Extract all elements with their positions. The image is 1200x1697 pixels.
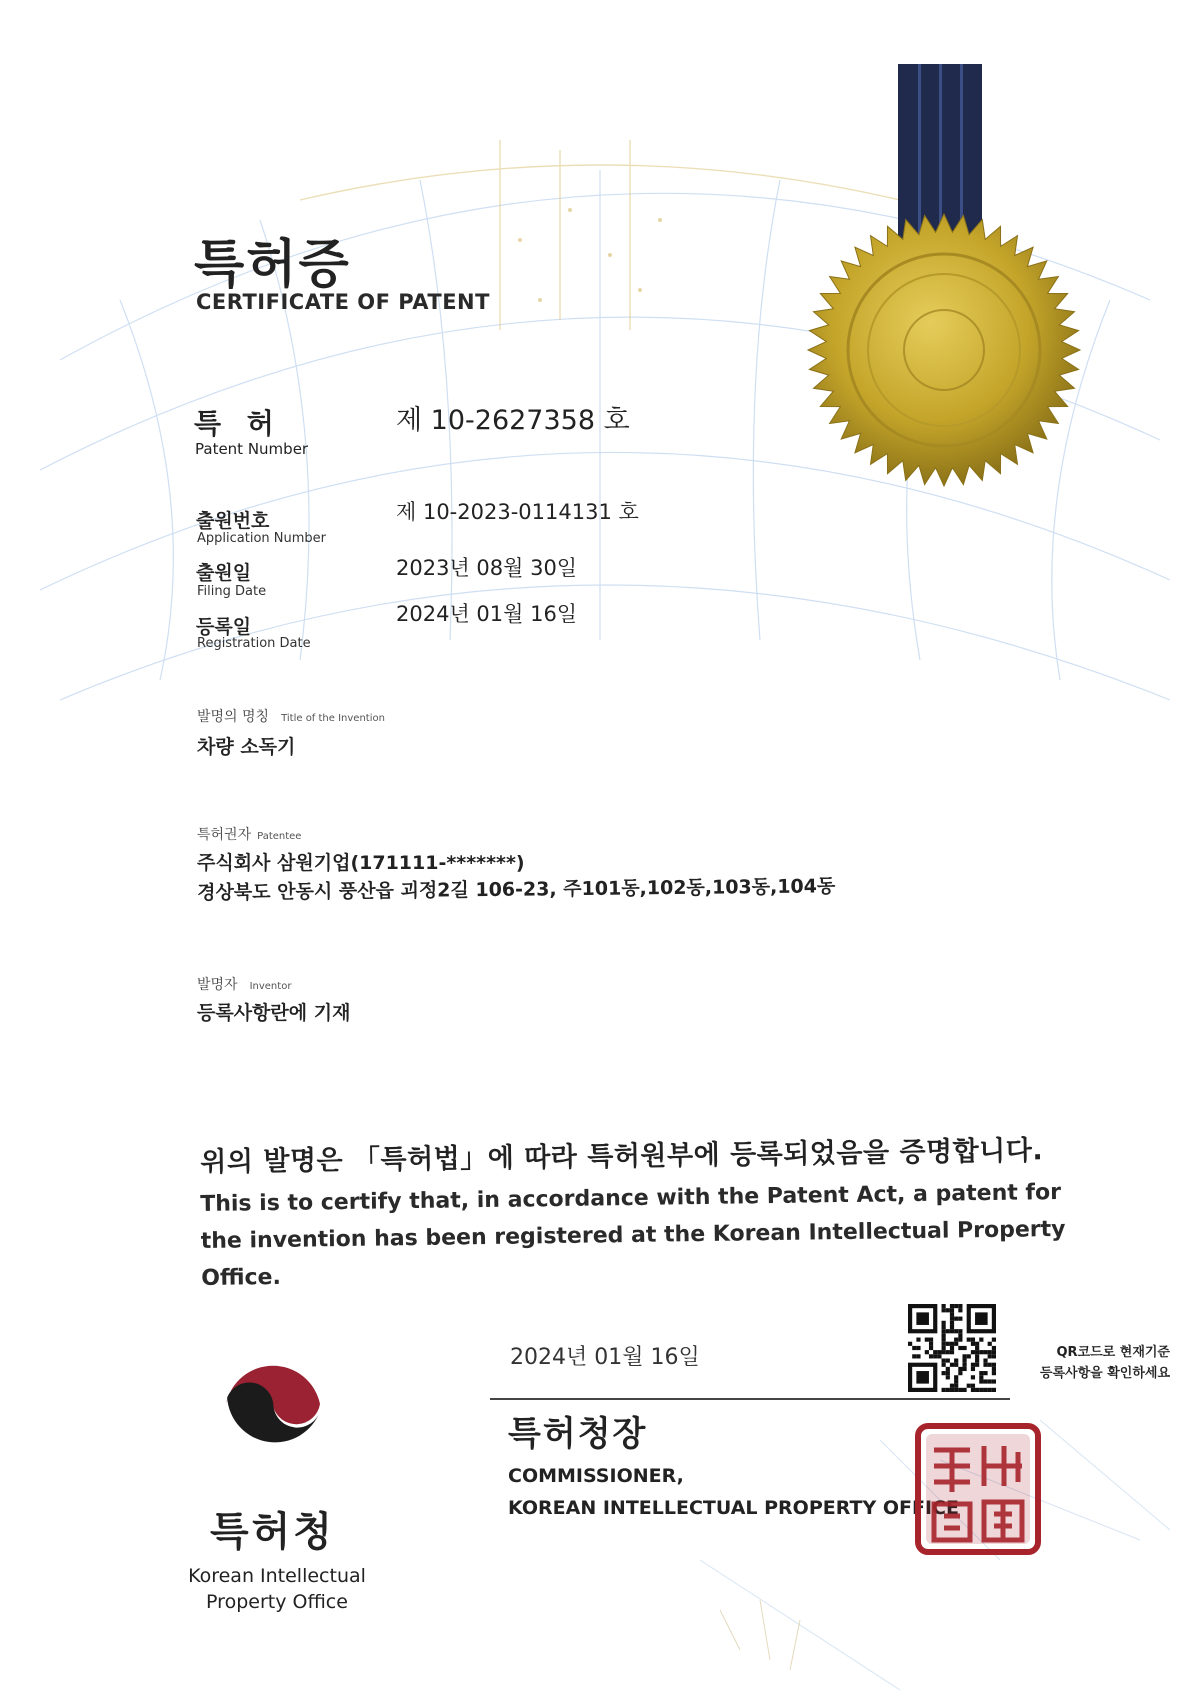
filing-date-label-en: Filing Date xyxy=(197,584,267,599)
invention-title-label xyxy=(197,706,385,726)
inventor-label xyxy=(197,974,291,994)
commissioner-title-en xyxy=(508,1460,959,1524)
certificate-title-en: CERTIFICATE OF PATENT xyxy=(196,290,490,314)
filing-date-value: 2023년 08월 30일 xyxy=(396,556,578,580)
issue-date: 2024년 01월 16일 xyxy=(510,1345,700,1370)
qr-note-line2: 등록사항을 확인하세요 xyxy=(1039,1366,1170,1381)
commissioner-title-en-line2: KOREAN INTELLECTUAL PROPERTY OFFICE xyxy=(508,1497,959,1519)
application-number-label-en: Application Number xyxy=(197,531,326,546)
kipo-taegeuk-logo xyxy=(204,1340,342,1478)
patent-number-value: 제 10-2627358 호 xyxy=(396,405,630,436)
invention-title-value: 차량 소독기 xyxy=(197,736,296,758)
organization-name-en-line1: Korean Intellectual xyxy=(188,1565,366,1587)
application-number-label-ko: 출원번호 xyxy=(196,510,270,532)
certificate-title-ko: 특허증 xyxy=(194,235,351,295)
certification-statement-en: This is to certify that, in accordance with the Patent Act, a patent for the invention has been registered at the Korean Intellectual Property Office. xyxy=(200,1179,1066,1291)
patent-number-label-en: Patent Number xyxy=(195,440,309,458)
inventor-label-en: Inventor xyxy=(249,981,292,992)
qr-note xyxy=(1004,1342,1170,1384)
official-red-stamp xyxy=(914,1422,1042,1556)
patentee-address: 경상북도 안동시 풍산읍 괴정2길 106-23, 주101동,102동,103동,104동 xyxy=(197,875,836,904)
registration-date-label-en: Registration Date xyxy=(197,636,311,651)
organization-name-ko: 특허청 xyxy=(210,1509,335,1555)
invention-title-label-en: Title of the Invention xyxy=(281,713,385,724)
organization-name-en-line2: Property Office xyxy=(206,1591,348,1613)
commissioner-title-ko: 특허청장 xyxy=(508,1414,648,1454)
patentee-name: 주식회사 삼원기업(171111-*******) xyxy=(197,852,525,874)
organization-name-en xyxy=(172,1563,382,1615)
qr-code[interactable] xyxy=(908,1304,996,1392)
patentee-label xyxy=(197,824,301,844)
commissioner-title-en-line1: COMMISSIONER, xyxy=(508,1465,684,1487)
inventor-label-ko: 발명자 xyxy=(197,977,238,993)
filing-date-label-ko: 출원일 xyxy=(196,562,252,584)
application-number-value: 제 10-2023-0114131 호 xyxy=(396,500,639,524)
certification-statement-ko: 위의 발명은 「특허법」에 따라 특허원부에 등록되었음을 증명합니다. xyxy=(200,1135,1044,1178)
patent-number-label-ko: 특 허 xyxy=(194,407,282,440)
inventor-value: 등록사항란에 기재 xyxy=(197,1002,351,1024)
signature-rule xyxy=(490,1398,1010,1400)
registration-date-value: 2024년 01월 16일 xyxy=(396,602,578,626)
gold-seal xyxy=(804,210,1084,490)
qr-note-line1: QR코드로 현재기준 xyxy=(1056,1345,1170,1360)
patentee-label-en: Patentee xyxy=(257,831,302,842)
patentee-label-ko: 특허권자 xyxy=(197,827,252,843)
invention-title-label-ko: 발명의 명칭 xyxy=(197,709,270,725)
registration-date-label-ko: 등록일 xyxy=(196,616,252,638)
